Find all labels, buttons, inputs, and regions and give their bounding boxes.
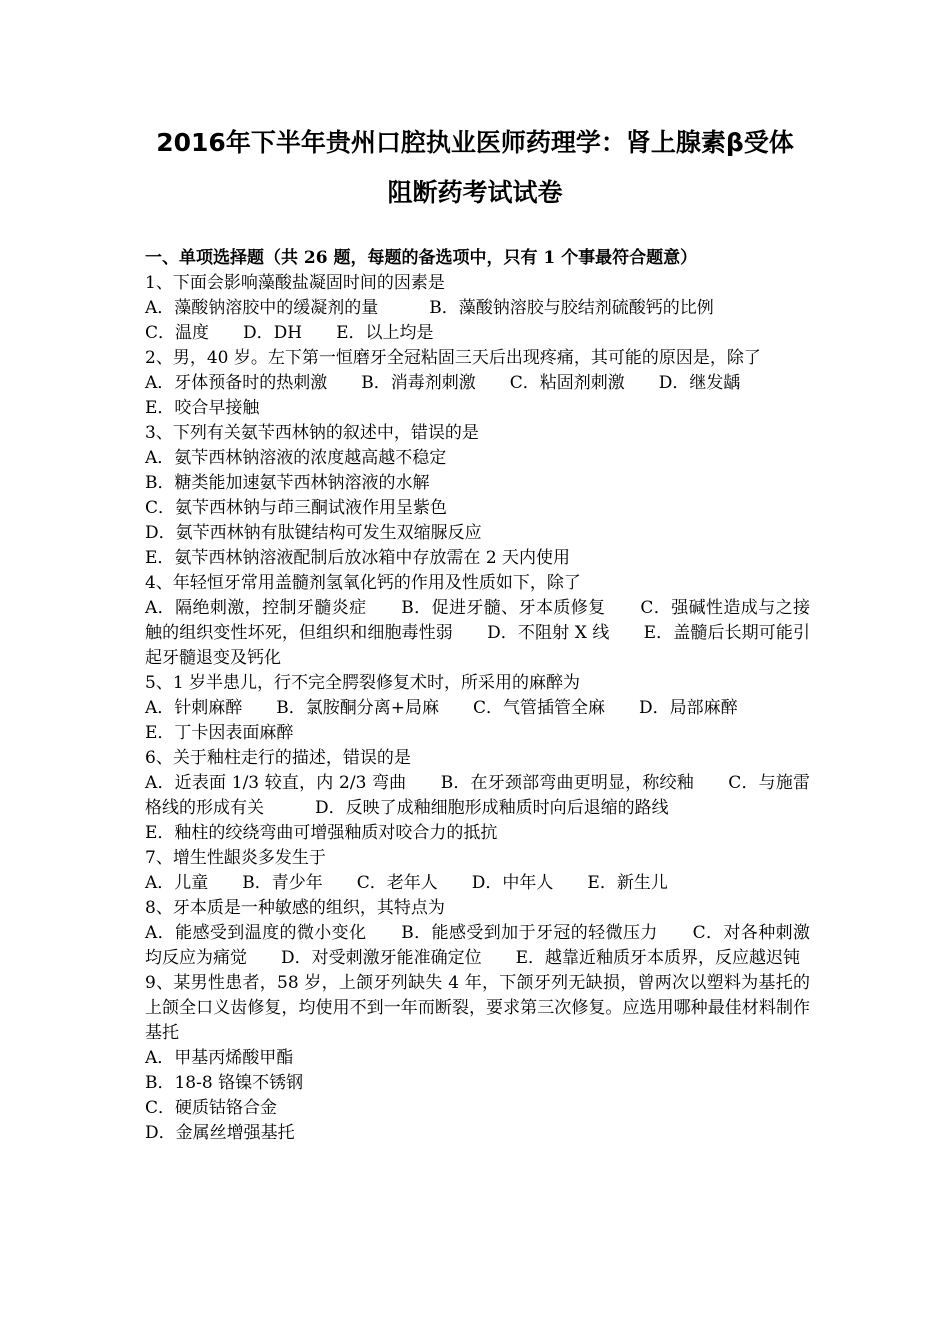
question-8 xyxy=(145,896,810,971)
option-line: A．牙体预备时的热刺激 B．消毒剂刺激 C．粘固剂刺激 D．继发龋 xyxy=(145,373,741,393)
option-line: B．18-8 铬镍不锈钢 xyxy=(145,1073,304,1093)
question-6 xyxy=(145,746,810,846)
option-line: A．氨苄西林钠溶液的浓度越高越不稳定 xyxy=(145,448,447,468)
option-paragraph: A．隔绝刺激，控制牙髓炎症 B．促进牙髓、牙本质修复 C．强碱性造成与之接触的组织变性坏死，但组织和细胞毒性弱 D．不阻射 X 线 E．盖髓后长期可能引起牙髓退变及钙化 xyxy=(145,598,810,668)
title-line-1: 2016年下半年贵州口腔执业医师药理学：肾上腺素β受体 xyxy=(156,128,794,157)
option-line: E．釉柱的绞绕弯曲可增强釉质对咬合力的抵抗 xyxy=(145,823,498,843)
option-line: D．氨苄西林钠有肽键结构可发生双缩脲反应 xyxy=(145,523,482,543)
option-line: E．咬合早接触 xyxy=(145,398,260,418)
question-4 xyxy=(145,571,810,671)
option-line: C．氨苄西林钠与茚三酮试液作用呈紫色 xyxy=(145,498,448,518)
question-text: 6、关于釉柱走行的描述，错误的是 xyxy=(145,748,411,768)
question-text: 3、下列有关氨苄西林钠的叙述中，错误的是 xyxy=(145,423,479,443)
option-line: C．硬质钴铬合金 xyxy=(145,1098,278,1118)
question-9 xyxy=(145,971,810,1146)
section-heading: 一、单项选择题（共 26 题，每题的备选项中，只有 1 个事最符合题意） xyxy=(145,248,698,268)
question-5 xyxy=(145,671,810,746)
question-3 xyxy=(145,421,810,571)
question-1 xyxy=(145,271,810,346)
question-text: 5、1 岁半患儿，行不完全腭裂修复术时，所采用的麻醉为 xyxy=(145,673,581,693)
question-text: 2、男，40 岁。左下第一恒磨牙全冠粘固三天后出现疼痛，其可能的原因是，除了 xyxy=(145,348,761,368)
option-line: A．针刺麻醉 B．氯胺酮分离+局麻 C．气管插管全麻 D．局部麻醉 xyxy=(145,698,738,718)
question-text: 1、下面会影响藻酸盐凝固时间的因素是 xyxy=(145,273,445,293)
question-text: 9、某男性患者，58 岁，上颌牙列缺失 4 年，下颌牙列无缺损，曾两次以塑料为基托的上颌全口义齿修复，均使用不到一年而断裂，要求第三次修复。应选用哪种最佳材料制作基托 xyxy=(145,973,810,1043)
document-title xyxy=(145,118,805,218)
question-text: 8、牙本质是一种敏感的组织，其特点为 xyxy=(145,898,445,918)
option-line: D．金属丝增强基托 xyxy=(145,1123,295,1143)
option-line: C．温度 D．DH E．以上均是 xyxy=(145,323,434,343)
option-line: A．藻酸钠溶胶中的缓凝剂的量 B．藻酸钠溶胶与胶结剂硫酸钙的比例 xyxy=(145,298,714,318)
question-7 xyxy=(145,846,810,896)
option-line: E．氨苄西林钠溶液配制后放冰箱中存放需在 2 天内使用 xyxy=(145,548,571,568)
option-line: A．甲基丙烯酸甲酯 xyxy=(145,1048,294,1068)
question-text: 7、增生性龈炎多发生于 xyxy=(145,848,326,868)
title-line-2: 阻断药考试试卷 xyxy=(387,178,563,207)
option-line: A．儿童 B．青少年 C．老年人 D．中年人 E．新生儿 xyxy=(145,873,668,893)
option-line: E．丁卡因表面麻醉 xyxy=(145,723,294,743)
question-text: 4、年轻恒牙常用盖髓剂氢氧化钙的作用及性质如下，除了 xyxy=(145,573,581,593)
option-paragraph: A．能感受到温度的微小变化 B．能感受到加于牙冠的轻微压力 C．对各种刺激均反应为痛觉 D．对受刺激牙能准确定位 E．越靠近釉质牙本质界，反应越迟钝 xyxy=(145,923,810,968)
option-paragraph: A．近表面 1/3 较直，内 2/3 弯曲 B．在牙颈部弯曲更明显，称绞釉 C．与施雷格线的形成有关 D．反映了成釉细胞形成釉质时向后退缩的路线 xyxy=(145,773,811,818)
option-line: B．糖类能加速氨苄西林钠溶液的水解 xyxy=(145,473,430,493)
question-section xyxy=(145,246,810,1146)
question-2 xyxy=(145,346,810,421)
